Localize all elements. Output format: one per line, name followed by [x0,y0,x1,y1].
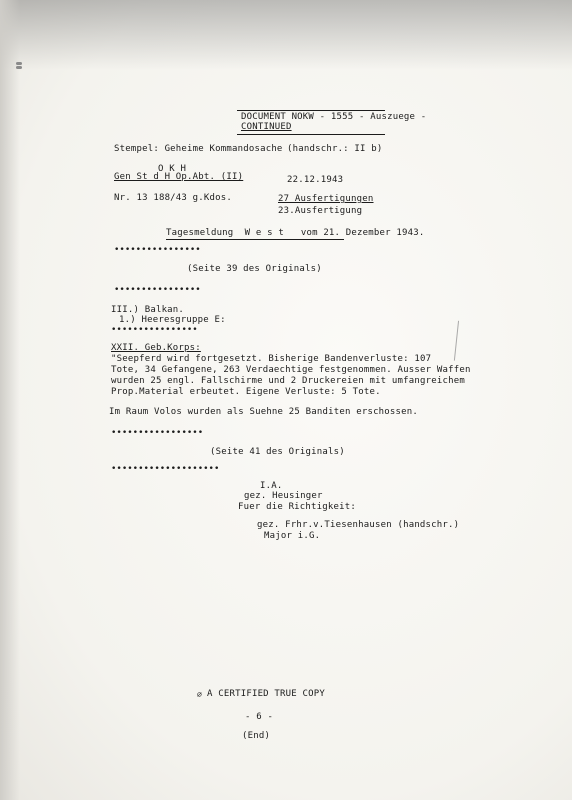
page-number: - 6 - [245,712,274,722]
signature-ia: I.A. [260,481,283,491]
signature-rank: Major i.G. [264,531,321,541]
dots-separator: ••••••••••••••••• [111,428,204,438]
document-continued: CONTINUED [241,122,292,132]
signature-certification: Fuer die Richtigkeit: [238,502,356,512]
scan-shadow-top [0,0,572,70]
reference-number: Nr. 13 188/43 g.Kdos. [114,193,232,203]
margin-pencil-mark [440,319,459,360]
report-text-line: Prop.Material erbeutet. Eigene Verluste: 5 Tote. [111,387,381,397]
title-underline [166,239,344,240]
footnote-mark: ⌀ [197,690,203,699]
copy-number: 23.Ausfertigung [278,206,363,216]
dots-separator: •••••••••••••••• [114,245,201,255]
signature-heusinger: gez. Heusinger [244,491,323,501]
report-text-line: wurden 25 engl. Fallschirme und 2 Druckereien mit umfangreichem [111,376,465,386]
end-marker: (End) [242,731,271,741]
punch-mark [16,66,22,69]
stamp-line: Stempel: Geheime Kommandosache [114,144,283,154]
report-title: Tagesmeldung W e s t vom 21. Dezember 1943. [166,228,425,238]
dots-separator: •••••••••••••••• [114,285,201,295]
punch-mark [16,62,22,65]
dots-separator: •••••••••••••••••••• [111,464,220,474]
report-text-line: Im Raum Volos wurden als Suehne 25 Banditen erschossen. [109,407,419,417]
general-staff-line: Gen St d H Op.Abt. (II) [114,172,244,182]
report-text-line: Tote, 34 Gefangene, 263 Verdaechtige festgenommen. Ausser Waffen [111,365,471,375]
report-text-line: "Seepferd wird fortgesetzt. Bisherige Bandenverluste: 107 [111,354,432,364]
dots-separator: •••••••••••••••• [111,325,198,335]
page-reference: (Seite 39 des Originals) [187,264,322,274]
page-reference: (Seite 41 des Originals) [210,447,345,457]
document-number: DOCUMENT NOKW - 1555 - Auszuege - [241,112,427,122]
handwritten-note: (handschr.: II b) [287,144,383,154]
corps-heading: XXII. Geb.Korps: [111,343,201,353]
okh-label: O K H [158,164,187,174]
subsection-heading: 1.) Heeresgruppe E: [119,315,226,325]
document-date: 22.12.1943 [287,175,344,185]
copies-count: 27 Ausfertigungen [278,194,374,204]
certified-true-copy: A CERTIFIED TRUE COPY [207,689,325,699]
scan-shadow-left [0,0,20,800]
section-heading-balkan: III.) Balkan. [111,305,185,315]
signature-tiesenhausen: gez. Frhr.v.Tiesenhausen (handschr.) [257,520,460,530]
